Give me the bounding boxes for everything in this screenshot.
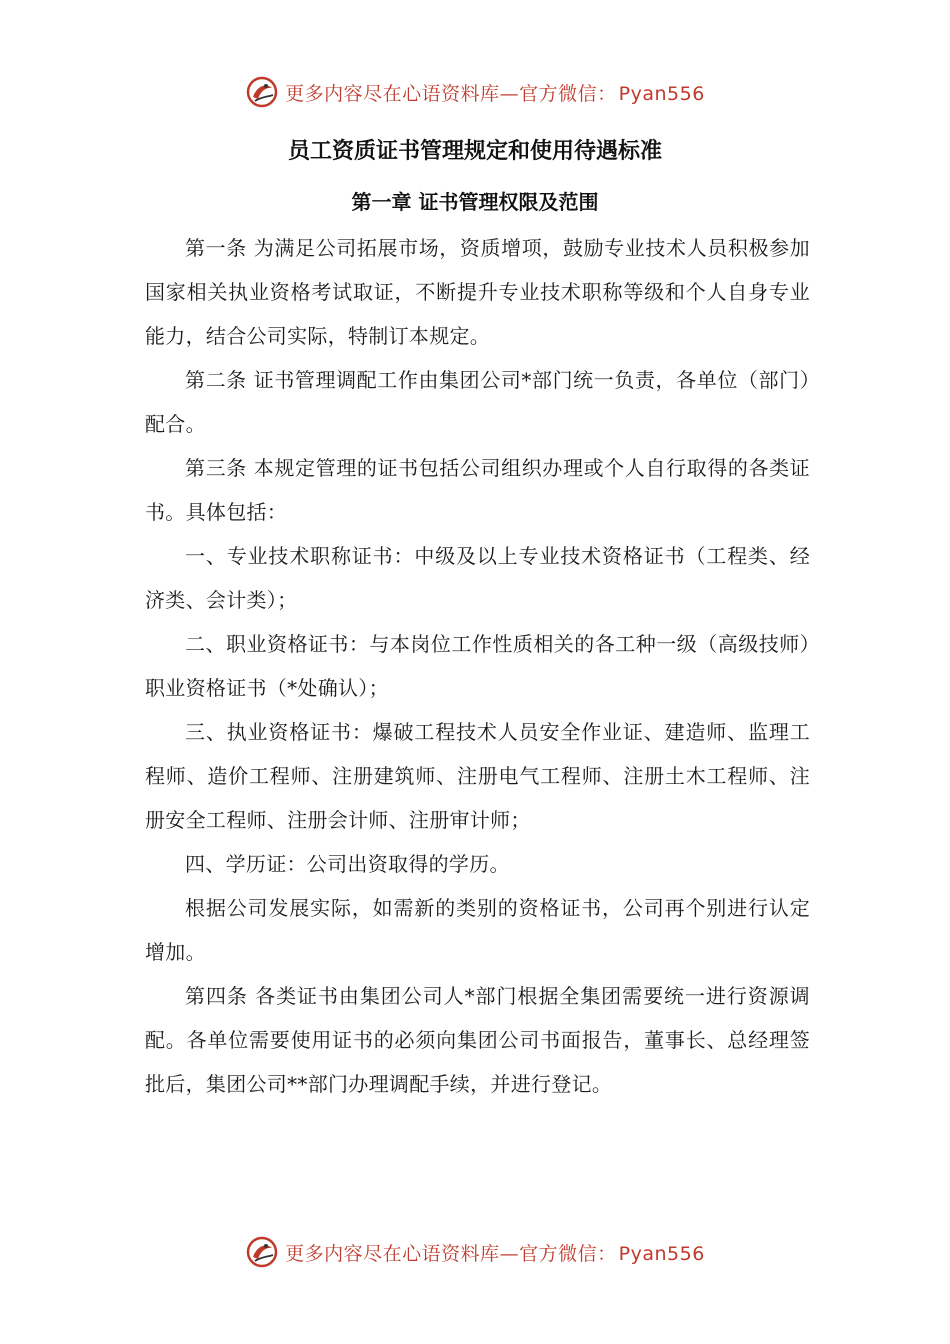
paragraph: 二、职业资格证书：与本岗位工作性质相关的各工种一级（高级技师）职业资格证书（*处确认）； <box>145 632 810 700</box>
paragraph: 根据公司发展实际，如需新的类别的资格证书，公司再个别进行认定增加。 <box>145 896 810 964</box>
logo-icon <box>245 1235 279 1269</box>
paragraph: 一、专业技术职称证书：中级及以上专业技术资格证书（工程类、经济类、会计类）； <box>145 544 810 612</box>
banner-wechat-id: Pyan556 <box>618 82 705 105</box>
logo-icon <box>245 75 279 109</box>
chapter-title: 第一章 证书管理权限及范围 <box>351 190 599 214</box>
paragraph: 第二条 证书管理调配工作由集团公司*部门统一负责，各单位（部门）配合。 <box>145 368 810 436</box>
document-title: 员工资质证书管理规定和使用待遇标准 <box>287 139 662 164</box>
paragraph: 四、学历证：公司出资取得的学历。 <box>185 852 510 876</box>
banner-text: 更多内容尽在心语资料库—官方微信： Pyan556 <box>285 1242 705 1265</box>
paragraph: 第四条 各类证书由集团公司人*部门根据全集团需要统一进行资源调配。各单位需要使用证书的必须向集团公司书面报告，董事长、总经理签批后，集团公司**部门办理调配手续，并进行登记。 <box>145 984 810 1096</box>
banner-wechat-id: Pyan556 <box>618 1242 705 1265</box>
header-banner <box>0 72 950 112</box>
paragraph: 三、执业资格证书：爆破工程技术人员安全作业证、建造师、监理工程师、造价工程师、注册建筑师、注册电气工程师、注册土木工程师、注册安全工程师、注册会计师、注册审计师； <box>145 720 810 832</box>
banner-text: 更多内容尽在心语资料库—官方微信： Pyan556 <box>285 82 705 105</box>
paragraph: 第一条 为满足公司拓展市场，资质增项，鼓励专业技术人员积极参加国家相关执业资格考试取证，不断提升专业技术职称等级和个人自身专业能力，结合公司实际，特制订本规定。 <box>145 236 810 348</box>
footer-banner <box>0 1232 950 1272</box>
paragraph: 第三条 本规定管理的证书包括公司组织办理或个人自行取得的各类证书。具体包括： <box>145 456 810 524</box>
document-body <box>145 226 810 1106</box>
